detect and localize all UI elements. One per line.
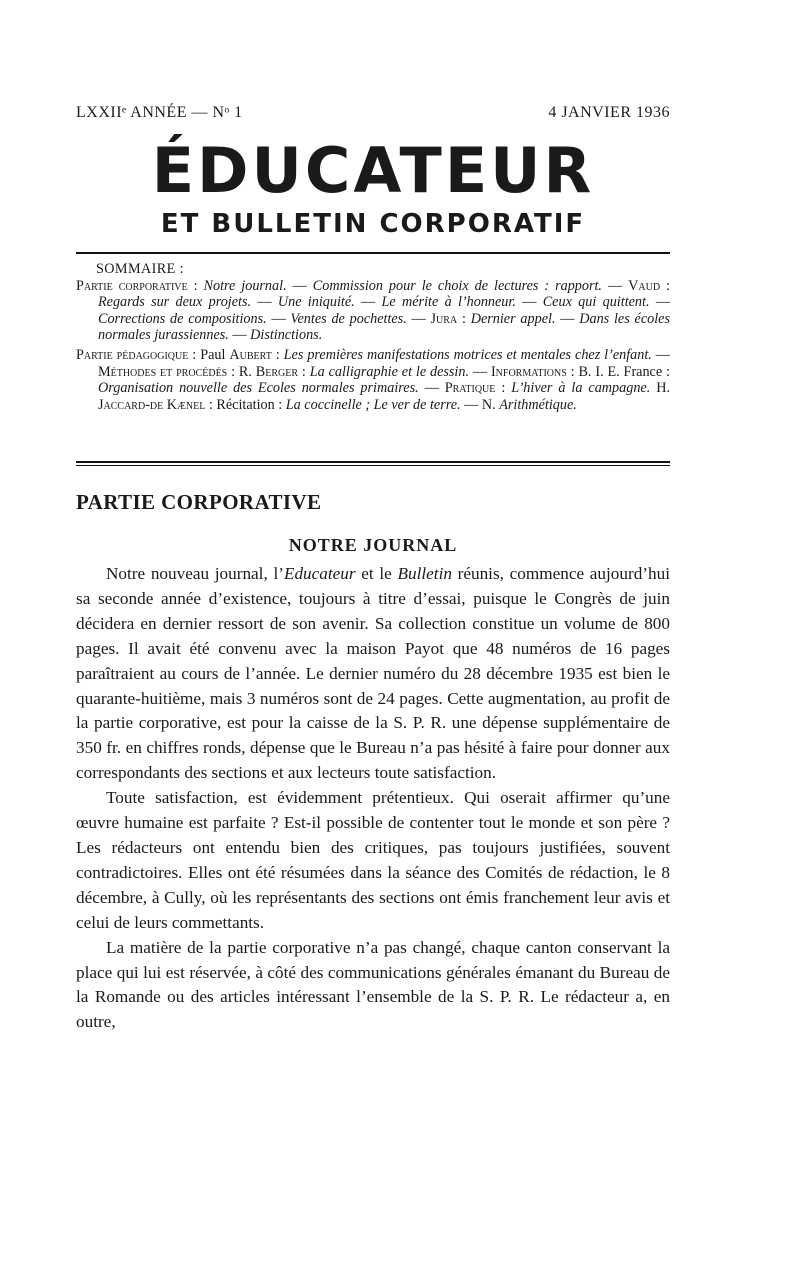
- contents-divider-thick: [76, 461, 670, 463]
- article-paragraph: Notre nouveau journal, l’Educateur et le Bulletin réunis, commence aujourd’hui sa seconde année d’existence, toujours à titre d’essai, puisque le Congrès de juin décidera en dernier ressort de son avenir. Sa collection constitue un volume de 800 pages. Il avait été convenu avec la maison Payot que 48 numéros de 16 pages paraîtraient au cours de l’année. Le dernier numéro du 28 décembre 1935 est bien le quarante-huitième, mais 3 numéros sont de 24 pages. Cette augmentation, au profit de la partie corporative, est pour la caisse de la S. P. R. une dépense supplémentaire de 350 fr. en chiffres ronds, dépense que le Bureau n’a pas hésité à faire pour donner aux correspondants des sections et aux lecteurs toute satisfaction.: [76, 564, 670, 783]
- article-title: NOTRE JOURNAL: [288, 535, 458, 555]
- header-divider: [76, 252, 670, 254]
- table-of-contents: [76, 261, 670, 413]
- article-body: [76, 562, 670, 1035]
- journal-subtitle: ET BULLETIN CORPORATIF: [160, 209, 586, 239]
- contents-divider-thin: [76, 465, 670, 466]
- journal-title: ÉDUCATEUR: [151, 134, 595, 207]
- issue-number: LXXIIᵉ ANNÉE — Nᵒ 1: [76, 104, 243, 121]
- toc-corporative: Partie corporative : Notre journal. — Commission pour le choix de lectures : rapport. — Vaud : Regards sur deux projets. — Une iniquité. — Le mérite à l’honneur. — Ceux qui quittent. — Corrections de compositions. — Ventes de pochettes. — Jura : Dernier appel. — Dans les écoles normales jurassiennes. — Distinctions.: [76, 277, 671, 344]
- section-title: PARTIE CORPORATIVE: [76, 490, 322, 514]
- sommaire-label: SOMMAIRE :: [96, 261, 184, 277]
- article-paragraph: La matière de la partie corporative n’a pas changé, chaque canton conservant la place qui lui est réservée, à côté des communications générales émanant du Bureau de la Romande ou des articles intéressant l’ensemble de la S. P. R. Le rédacteur a, en outre,: [76, 937, 670, 1032]
- article-paragraph: Toute satisfaction, est évidemment prétentieux. Qui oserait affirmer qu’une œuvre humaine est parfaite ? Est-il possible de contenter tout le monde et son père ? Les rédacteurs ont entendu bien des critiques, pas toujours justifiées, souvent contradictoires. Elles ont été résumées dans la séance des Comités de rédaction, le 8 décembre, à Cully, où les représentants des sections ont émis franchement leur avis et celui de leurs commettants.: [76, 788, 670, 932]
- issue-date: 4 JANVIER 1936: [548, 104, 670, 121]
- toc-pedagogique: Partie pédagogique : Paul Aubert : Les premières manifestations motrices et mentales chez l’enfant. — Méthodes et procédés : R. Berger : La calligraphie et le dessin. — Informations : B. I. E. France : Organisation nouvelle des Ecoles normales primaires. — Pratique : L’hiver à la campagne. H. Jaccard-de Kænel : Récitation : La coccinelle ; Le ver de terre. — N. Arithmétique.: [76, 346, 671, 413]
- issue-line: [76, 104, 670, 122]
